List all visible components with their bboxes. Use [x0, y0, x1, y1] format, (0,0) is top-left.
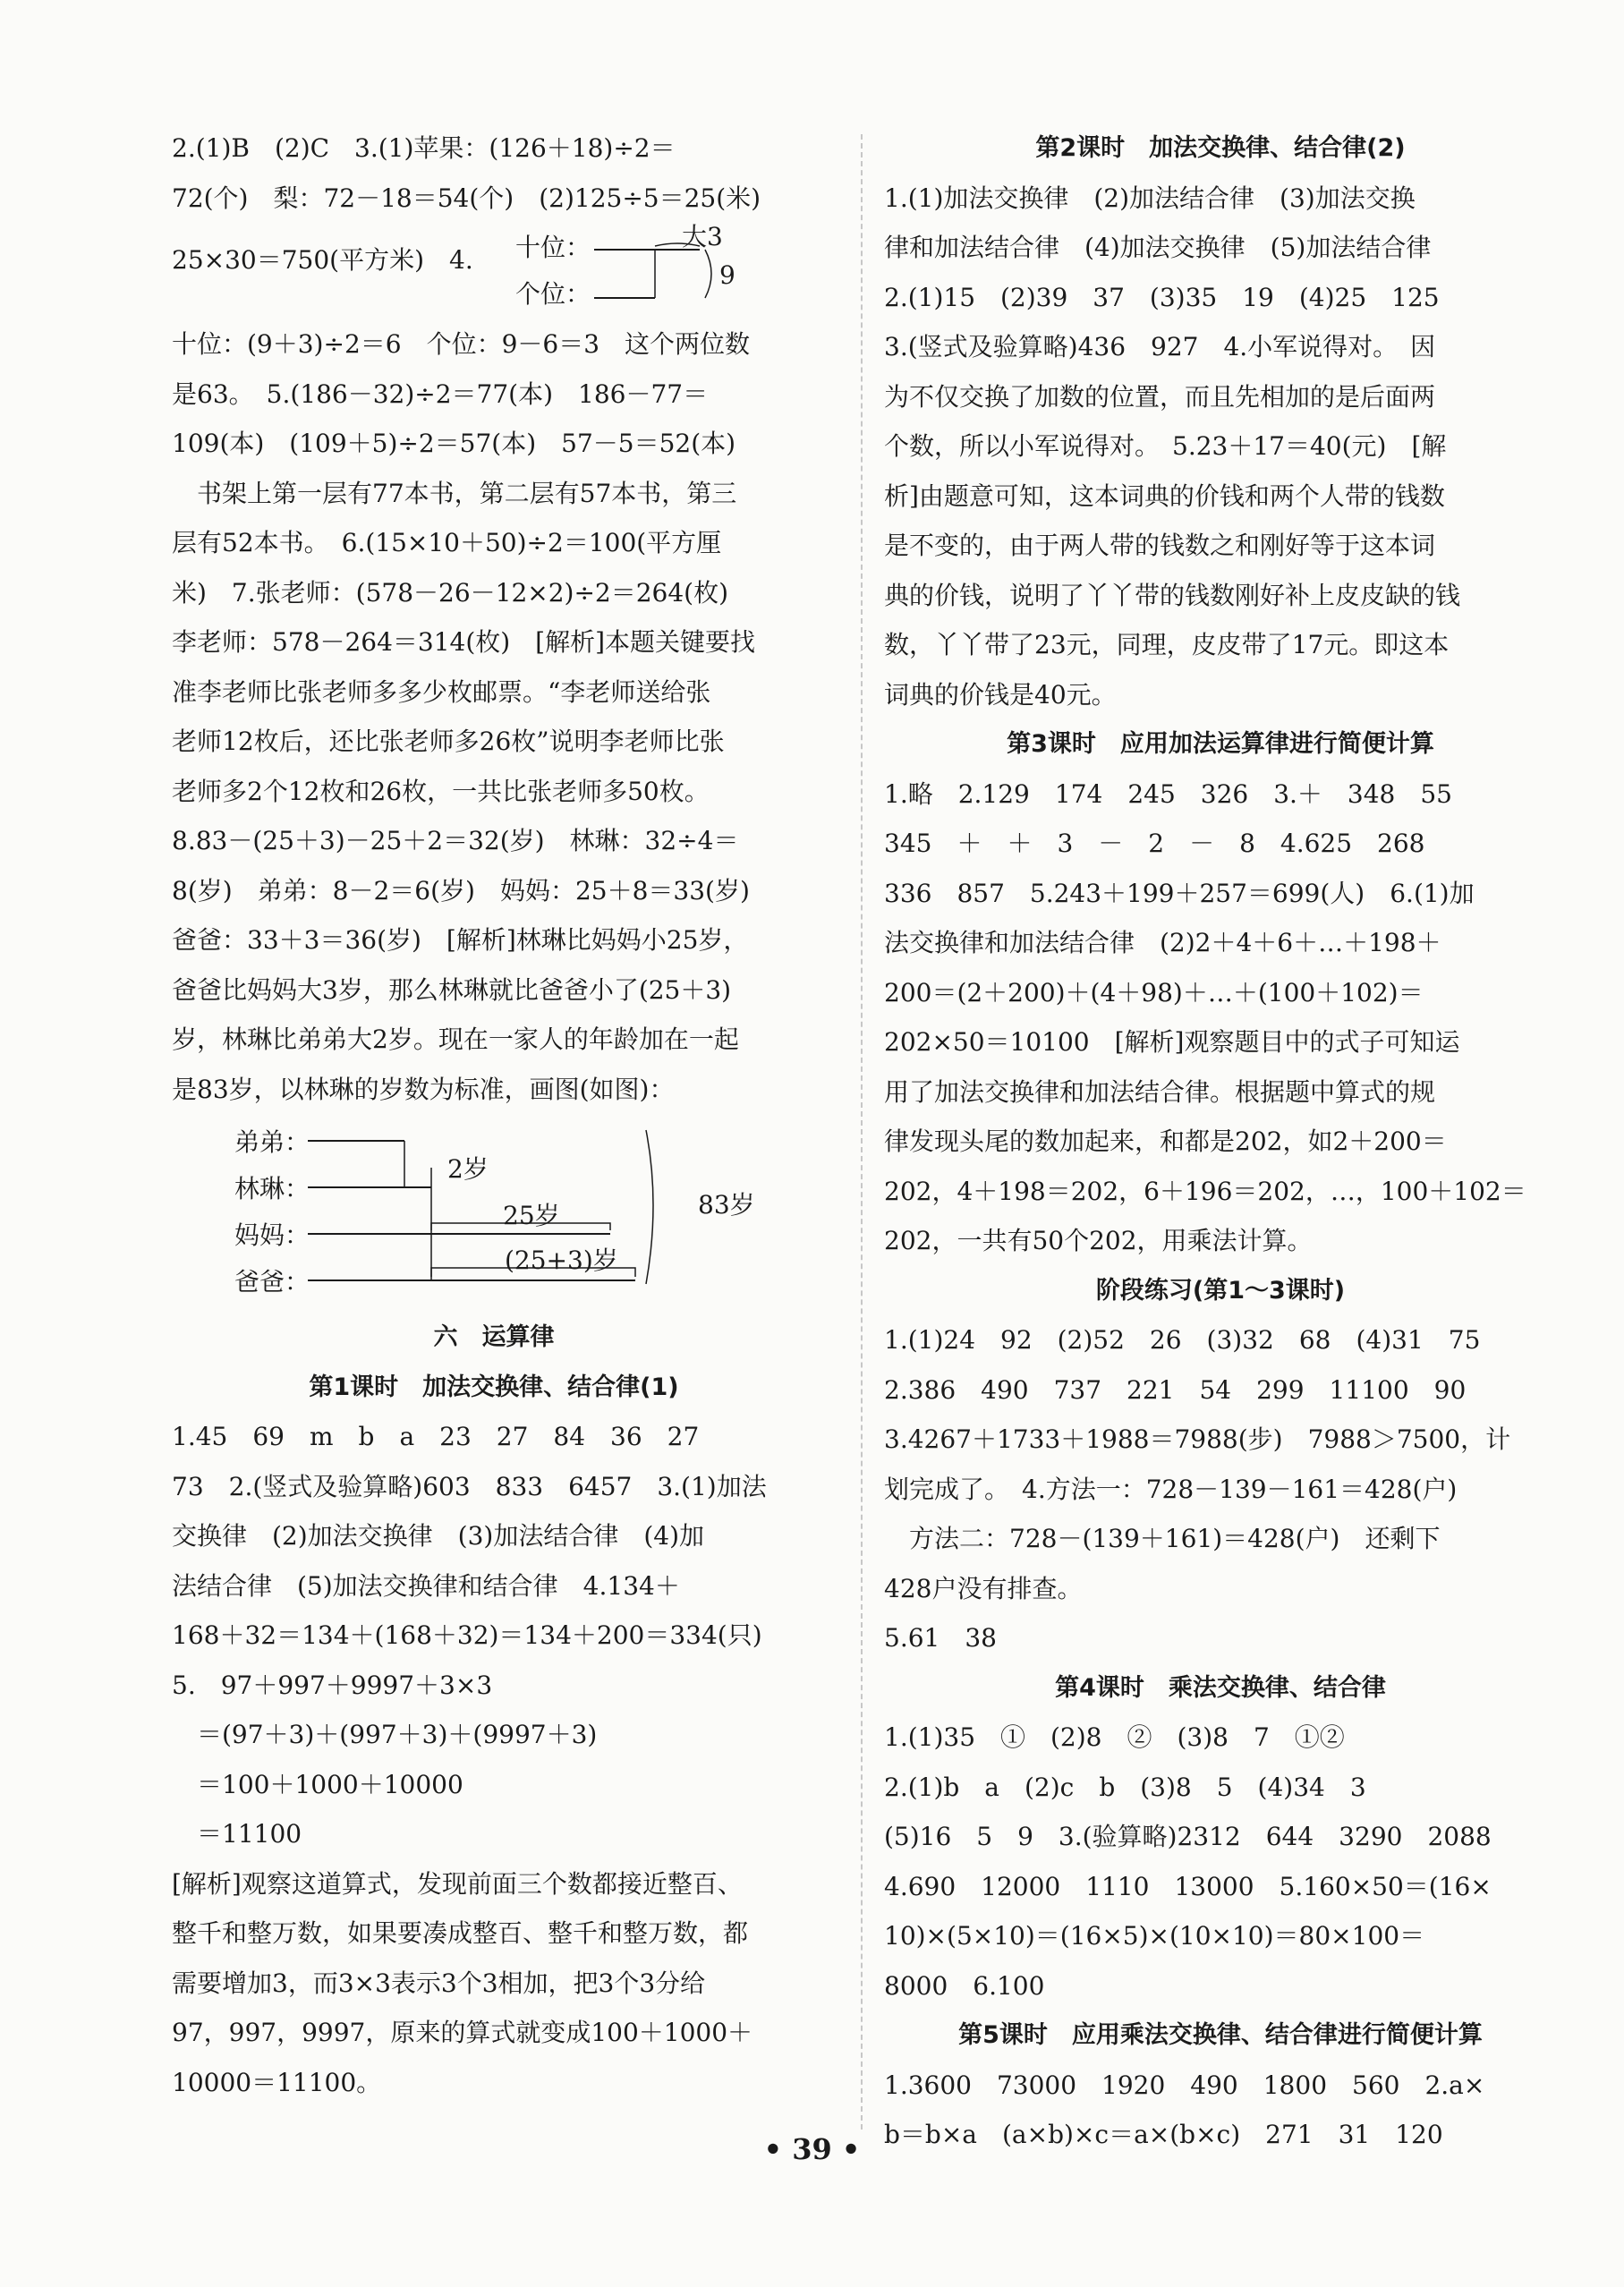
text-line: b＝b×a (a×b)×c＝a×(b×c) 271 31 120	[884, 2120, 1443, 2149]
text-line: 1.(1)加法交换律 (2)加法结合律 (3)加法交换	[884, 183, 1416, 213]
text-line: 2.386 490 737 221 54 299 11100 90	[884, 1374, 1467, 1405]
text-line: 10)×(5×10)＝(16×5)×(10×10)＝80×100＝	[884, 1921, 1425, 1951]
text-line: 准李老师比张老师多多少枚邮票。“李老师送给张	[172, 676, 711, 707]
text-line: 1.45 69 m b a 23 27 84 36 27	[172, 1422, 700, 1451]
right-column	[884, 123, 1557, 2160]
text-line: 8(岁) 弟弟：8－2＝6(岁) 妈妈：25＋8＝33(岁)	[172, 875, 750, 905]
text-line: 交换律 (2)加法交换律 (3)加法结合律 (4)加	[172, 1521, 704, 1551]
text-line: ＝11100	[172, 1819, 302, 1849]
total-label: 83岁	[698, 1190, 755, 1220]
text-line: 个数，所以小军说得对。 5.23＋17＝40(元) [解	[884, 431, 1447, 461]
text-line: 划完成了。 4.方法一：728－139－161＝428(户)	[884, 1474, 1458, 1504]
text-line: 层有52本书。 6.(15×10＋50)÷2＝100(平方厘	[172, 528, 722, 557]
digits-diagram	[172, 223, 816, 319]
gap-label: 2岁	[447, 1154, 489, 1184]
text-line: 4.690 12000 1110 13000 5.160×50＝(16×	[884, 1871, 1492, 1901]
text-line: 是63。 5.(186－32)÷2＝77(本) 186－77＝	[172, 378, 709, 409]
text-line: 73 2.(竖式及验算略)603 833 6457 3.(1)加法	[172, 1471, 767, 1501]
section-heading: 第1课时 加法交换律、结合律(1)	[309, 1373, 679, 1401]
section-heading: 第2课时 加法交换律、结合律(2)	[1035, 134, 1406, 162]
text-line: 1.(1)24 92 (2)52 26 (3)32 68 (4)31 75	[884, 1325, 1481, 1355]
text-line: ＝100＋1000＋10000	[172, 1769, 463, 1799]
text-line: (5)16 5 9 3.(验算略)2312 644 3290 2088	[884, 1822, 1492, 1851]
text-line: 2.(1)B (2)C 3.(1)苹果：(126＋18)÷2＝	[172, 133, 676, 163]
text-line: 2.(1)b a (2)c b (3)8 5 (4)34 3	[884, 1772, 1366, 1802]
text-line: 202，4＋198＝202，6＋196＝202，…，100＋102＝	[884, 1176, 1526, 1206]
text-line: 数，丫丫带了23元，同理，皮皮带了17元。即这本	[884, 630, 1450, 659]
label-brother: 弟弟：	[234, 1127, 310, 1157]
text-line: 是83岁，以林琳的岁数为标准，画图(如图)：	[172, 1074, 675, 1104]
text-line: 为不仅交换了加数的位置，而且先相加的是后面两	[884, 381, 1436, 412]
section-heading: 阶段练习(第1～3课时)	[1095, 1276, 1346, 1305]
text-line: 168＋32＝134＋(168＋32)＝134＋200＝334(只)	[172, 1620, 762, 1650]
text-line: 1.略 2.129 174 245 326 3.＋ 348 55	[884, 778, 1452, 809]
age-diagram	[172, 1114, 816, 1313]
text-line: 336 857 5.243＋199＋257＝699(人) 6.(1)加	[884, 878, 1475, 908]
text-line: 3.4267＋1733＋1988＝7988(步) 7988＞7500，计	[884, 1424, 1511, 1454]
ones-label: 个位：	[515, 279, 591, 309]
text-line: 1.3600 73000 1920 490 1800 560 2.a×	[884, 2070, 1485, 2100]
text-line: 律发现头尾的数加起来，和都是202，如2＋200＝	[884, 1126, 1447, 1156]
text-line: 书架上第一层有77本书，第二层有57本书，第三	[172, 478, 737, 508]
text-line: 用了加法交换律和加法结合律。根据题中算式的规	[884, 1076, 1436, 1107]
text-line: 爸爸比妈妈大3岁，那么林琳就比爸爸小了(25＋3)	[172, 974, 732, 1005]
section-heading: 第4课时 乘法交换律、结合律	[1055, 1673, 1386, 1702]
text-line: 析]由题意可知，这本词典的价钱和两个人带的钱数	[884, 480, 1445, 511]
text-line: 2.(1)15 (2)39 37 (3)35 19 (4)25 125	[884, 282, 1440, 312]
text-line: [解析]观察这道算式，发现前面三个数都接近整百、	[172, 1868, 743, 1899]
section-heading: 六 运算律	[433, 1323, 555, 1351]
text-line: 8.83－(25＋3)－25＋2＝32(岁) 林琳：32÷4＝	[172, 826, 739, 855]
area-expression: 25×30＝750(平方米) 4.	[172, 245, 473, 275]
text-line: 5. 97＋997＋9997＋3×3	[172, 1670, 493, 1700]
mom-diff-label: 25岁	[503, 1201, 560, 1230]
text-line: 需要增加3，而3×3表示3个3相加，把3个3分给	[172, 1968, 706, 1998]
left-column	[172, 123, 816, 2107]
text-line: 5.61 38	[884, 1623, 997, 1653]
text-line: 202×50＝10100 [解析]观察题目中的式子可知运	[884, 1027, 1460, 1057]
tens-label: 十位：	[515, 233, 591, 262]
text-line: 是不变的，由于两人带的钱数之和刚好等于这本词	[884, 531, 1436, 560]
diff-label: 大3	[682, 222, 723, 251]
label-mom: 妈妈：	[234, 1220, 310, 1250]
total-brace	[705, 250, 711, 298]
text-line: 老师多2个12枚和26枚，一共比张老师多50枚。	[172, 776, 710, 806]
section-heading: 第5课时 应用乘法交换律、结合律进行简便计算	[958, 2021, 1483, 2049]
text-line: 老师12枚后，还比张老师多26枚”说明李老师比张	[172, 727, 725, 756]
text-line: 法结合律 (5)加法交换律和结合律 4.134＋	[172, 1570, 680, 1601]
text-line: 词典的价钱是40元。	[884, 679, 1117, 710]
text-line: 米) 7.张老师：(578－26－12×2)÷2＝264(枚)	[172, 577, 729, 608]
page-number: • 39 •	[763, 2132, 861, 2166]
text-line: 3.(竖式及验算略)436 927 4.小军说得对。 因	[884, 332, 1436, 361]
text-line: 1.(1)35 ① (2)8 ② (3)8 7 ①②	[884, 1722, 1345, 1752]
text-line: ＝(97＋3)＋(997＋3)＋(9997＋3)	[172, 1720, 598, 1749]
text-line: 爸爸：33＋3＝36(岁) [解析]林琳比妈妈小25岁，	[172, 925, 749, 955]
column-divider	[861, 134, 863, 2130]
text-line: 法交换律和加法结合律 (2)2＋4＋6＋…＋198＋	[884, 928, 1441, 957]
label-linlin: 林琳：	[234, 1174, 310, 1203]
text-line: 345 ＋ ＋ 3 － 2 － 8 4.625 268	[884, 829, 1425, 858]
text-line: 方法二：728－(139＋161)＝428(户) 还剩下	[884, 1524, 1441, 1553]
text-line: 109(本) (109＋5)÷2＝57(本) 57－5＝52(本)	[172, 429, 736, 458]
text-line: 10000＝11100。	[172, 2067, 382, 2097]
text-line: 十位：(9＋3)÷2＝6 个位：9－6＝3 这个两位数	[172, 329, 751, 359]
age-bars	[306, 1114, 682, 1313]
text-line: 72(个) 梨：72－18＝54(个) (2)125÷5＝25(米)	[172, 183, 761, 213]
section-heading: 第3课时 应用加法运算律进行简便计算	[1007, 730, 1434, 758]
text-line: 李老师：578－264＝314(枚) [解析]本题关键要找	[172, 627, 756, 657]
text-line: 典的价钱，说明了丫丫带的钱数刚好补上皮皮缺的钱	[884, 580, 1461, 610]
text-line: 8000 6.100	[884, 1970, 1045, 2001]
total-brace	[646, 1130, 653, 1284]
text-line: 律和加法结合律 (4)加法交换律 (5)加法结合律	[884, 233, 1432, 262]
label-dad: 爸爸：	[234, 1267, 310, 1297]
text-line: 200＝(2＋200)＋(4＋98)＋…＋(100＋102)＝	[884, 977, 1424, 1007]
dad-diff-label: (25+3)岁	[505, 1246, 618, 1275]
total-label: 9	[719, 260, 735, 290]
text-line: 428户没有排查。	[884, 1573, 1083, 1603]
text-line: 整千和整万数，如果要凑成整百、整千和整万数，都	[172, 1918, 749, 1948]
text-line: 97，997，9997，原来的算式就变成100＋1000＋	[172, 2018, 753, 2047]
text-line: 岁，林琳比弟弟大2岁。现在一家人的年龄加在一起	[172, 1024, 739, 1054]
text-line: 202，一共有50个202，用乘法计算。	[884, 1226, 1313, 1255]
